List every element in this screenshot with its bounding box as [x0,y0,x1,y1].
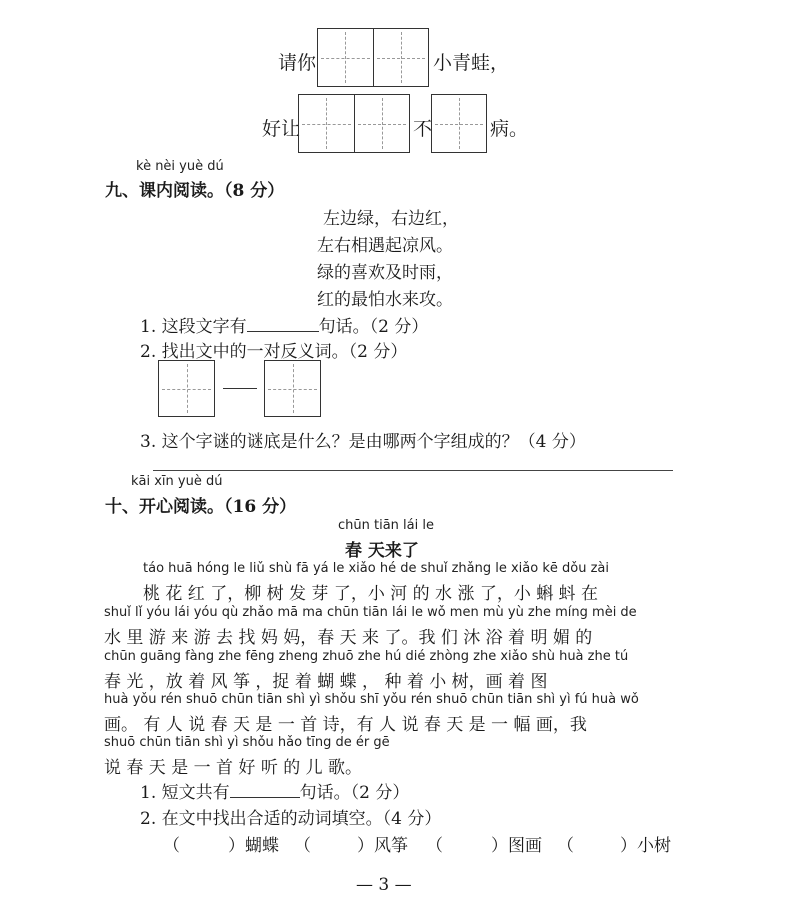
fill-blank-4-open[interactable]: （ [557,836,574,856]
story-row-3-pinyin: chūn guāng fàng zhe fēng zheng zhuō zhe hú dié zhòng zhe xiǎo shù huà zhe tú [104,649,629,664]
story-row-4-text: 画。 有 人 说 春 天 是 一 首 诗，有 人 说 春 天 是 一 幅 画，我 [104,715,587,735]
story-row-5-text: 说 春 天 是 一 首 好 听 的 儿 歌。 [104,758,363,778]
story-row-5-pinyin: shuō chūn tiān shì yì shǒu hǎo tīng de ér gē [104,735,390,750]
section10-q1 [140,778,409,803]
section9-heading: 九、课内阅读。（8 分） [105,181,285,201]
poem-line-4: 红的最怕水来攻。 [317,290,453,310]
poem-line-1: 左边绿，右边红， [323,209,459,229]
fill-blank-2-label: ）风筝 [357,836,408,856]
section10-q1-after: 句话。（2 分） [299,783,410,803]
section9-pinyin: kè nèi yuè dú [136,159,224,174]
fill-blank-1-open[interactable]: （ [163,836,180,856]
section9-q3-answer-line[interactable] [153,470,673,471]
section9-q1-before: 1. 这段文字有 [140,317,247,337]
section9-q1-after: 句话。（2 分） [318,317,429,337]
antonym-dash [223,388,257,389]
section9-q1 [140,312,428,337]
story-title: 春 天来了 [345,541,419,561]
line2-right: 病。 [490,118,529,140]
section9-q1-blank[interactable] [247,315,319,332]
char-box-group-2[interactable] [298,94,410,153]
section10-heading: 十、开心阅读。（16 分） [105,497,297,517]
fill-blank-3-open[interactable]: （ [426,836,443,856]
story-row-3-text: 春 光 ，放 着 风 筝 ，捉 着 蝴 蝶 ， 种 着 小 树，画 着 图 [104,672,548,692]
line1-left: 请你 [278,52,317,74]
story-title-pinyin: chūn tiān lái le [338,518,434,533]
story-row-4-pinyin: huà yǒu rén shuō chūn tiān shì yì shǒu shī yǒu rén shuō chūn tiān shì yì fú huà wǒ [104,692,639,707]
line2-left: 好让 [262,118,301,140]
page-number: — 3 — [356,875,412,895]
section10-q1-before: 1. 短文共有 [140,783,230,803]
story-row-2-pinyin: shuǐ lǐ yóu lái yóu qù zhǎo mā ma chūn tiān lái le wǒ men mù yù zhe míng mèi de [104,605,637,620]
story-row-1-pinyin: táo huā hóng le liǔ shù fā yá le xiǎo hé de shuǐ zhǎng le xiǎo kē dǒu zài [143,561,609,576]
antonym-box-1[interactable] [158,360,215,417]
antonym-box-2[interactable] [264,360,321,417]
fill-blank-4-label: ）小树 [620,836,671,856]
section9-q3: 3. 这个字谜的谜底是什么？是由哪两个字组成的？（4 分） [140,432,586,452]
line2-mid: 不 [413,118,433,140]
poem-line-2: 左右相遇起凉风。 [317,236,453,256]
section10-q1-blank[interactable] [230,781,300,798]
fill-blank-3-label: ）图画 [491,836,542,856]
line1-right: 小青蛙， [433,52,510,74]
char-box-group-1[interactable] [317,28,429,87]
fill-blank-1-label: ）蝴蝶 [228,836,279,856]
story-row-2-text: 水 里 游 来 游 去 找 妈 妈，春 天 来 了。我 们 沐 浴 着 明 媚 的 [104,628,593,648]
story-row-1-text: 桃 花 红 了，柳 树 发 芽 了，小 河 的 水 涨 了，小 蝌 蚪 在 [143,584,599,604]
section9-q2: 2. 找出文中的一对反义词。（2 分） [140,342,408,362]
section10-q2: 2. 在文中找出合适的动词填空。（4 分） [140,809,442,829]
section10-pinyin: kāi xīn yuè dú [131,474,223,489]
poem-line-3: 绿的喜欢及时雨， [317,263,453,283]
char-box-group-3[interactable] [431,94,487,153]
fill-blank-2-open[interactable]: （ [294,836,311,856]
